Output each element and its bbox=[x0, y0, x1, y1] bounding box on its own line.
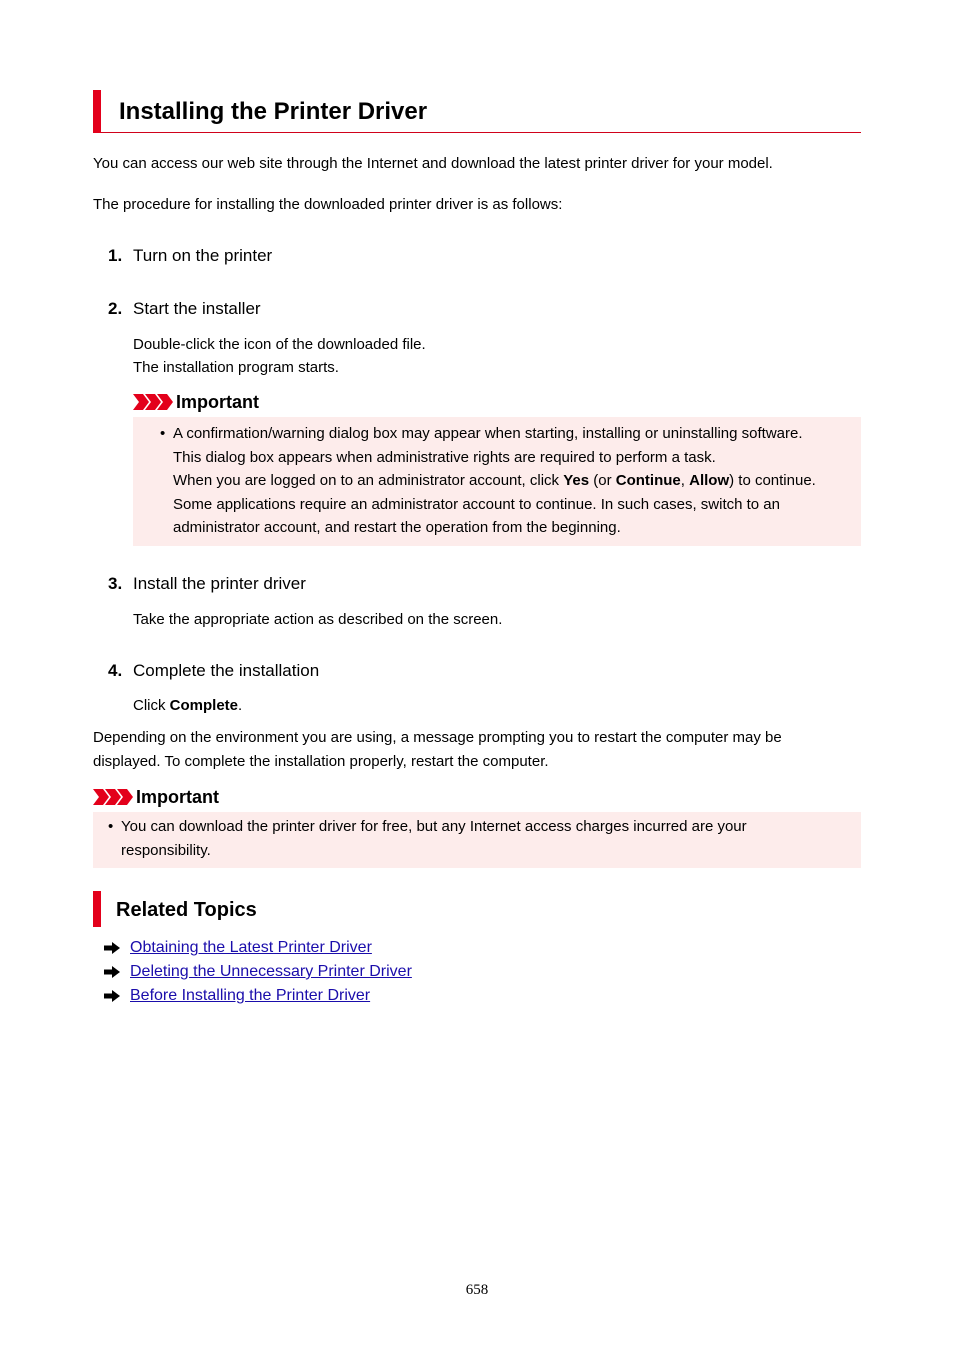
important-note-2-text bbox=[121, 815, 747, 862]
step-4-number: 4. bbox=[108, 661, 123, 680]
step-3-title: Install the printer driver bbox=[133, 574, 306, 593]
important-label: Important bbox=[176, 392, 259, 412]
arrow-right-icon bbox=[104, 990, 120, 1002]
restart-paragraph-line-1: Depending on the environment you are using, a message prompting you to restart the computer may be bbox=[93, 729, 782, 746]
important-heading-2 bbox=[93, 786, 293, 808]
note-line: This dialog box appears when administrative rights are required to perform a task. bbox=[173, 448, 716, 466]
step-2-title: Start the installer bbox=[133, 299, 261, 318]
complete-label: Complete bbox=[169, 697, 239, 714]
note-line: administrator account, and restart the operation from the beginning. bbox=[173, 519, 621, 536]
note-line: A confirmation/warning dialog box may appear when starting, installing or uninstalling software. bbox=[173, 425, 803, 442]
arrow-right-icon bbox=[104, 966, 120, 978]
note-line: Some applications require an administrator account to continue. In such cases, switch to an bbox=[173, 495, 780, 513]
important-heading-1 bbox=[133, 391, 333, 413]
step-3-body: Take the appropriate action as described on the screen. bbox=[133, 611, 503, 628]
page-number: 658 bbox=[465, 1282, 489, 1298]
related-link-deleting[interactable]: Deleting the Unnecessary Printer Driver bbox=[130, 963, 412, 980]
important-note-1 bbox=[133, 417, 861, 546]
step-4-body: Click Complete. bbox=[133, 697, 243, 714]
related-topics-title: Related Topics bbox=[116, 899, 257, 921]
intro-paragraph-1: You can access our web site through the Internet and download the latest printer driver for your model. bbox=[93, 155, 773, 172]
intro-paragraph-2: The procedure for installing the downloaded printer driver is as follows: bbox=[93, 196, 563, 213]
arrow-right-icon bbox=[104, 942, 120, 954]
important-label: Important bbox=[136, 787, 219, 807]
yes-label: Yes bbox=[563, 472, 590, 489]
related-topics-heading bbox=[93, 891, 493, 927]
allow-label: Allow bbox=[689, 472, 730, 489]
note-line: responsibility. bbox=[121, 841, 211, 859]
step-2-body-line-2: The installation program starts. bbox=[133, 359, 339, 376]
step-1-title: Turn on the printer bbox=[133, 246, 273, 265]
bullet: • bbox=[108, 818, 114, 835]
heading-accent-bar bbox=[93, 891, 101, 927]
note-line: When you are logged on to an administrator account, click Yes (or Continue, Allow) to continue. bbox=[173, 472, 816, 489]
heading-accent-bar bbox=[93, 90, 101, 133]
restart-paragraph-line-2: displayed. To complete the installation properly, restart the computer. bbox=[93, 753, 549, 770]
step-1-number: 1. bbox=[108, 246, 123, 265]
continue-label: Continue bbox=[615, 472, 681, 489]
note-line: You can download the printer driver for free, but any Internet access charges incurred are your bbox=[121, 818, 747, 835]
page-title: Installing the Printer Driver bbox=[119, 98, 428, 125]
related-link-before-installing[interactable]: Before Installing the Printer Driver bbox=[130, 987, 371, 1004]
page-heading bbox=[93, 90, 861, 133]
related-link-obtaining[interactable]: Obtaining the Latest Printer Driver bbox=[130, 939, 372, 956]
important-arrows-icon bbox=[93, 789, 133, 805]
step-3-number: 3. bbox=[108, 574, 123, 593]
important-arrows-icon bbox=[133, 394, 173, 410]
step-2-number: 2. bbox=[108, 299, 123, 318]
step-4-title: Complete the installation bbox=[133, 661, 320, 680]
step-2-body-line-1: Double-click the icon of the downloaded file. bbox=[133, 336, 426, 353]
bullet: • bbox=[160, 425, 166, 442]
important-note-1-text bbox=[173, 422, 816, 540]
important-note-2 bbox=[93, 812, 861, 868]
